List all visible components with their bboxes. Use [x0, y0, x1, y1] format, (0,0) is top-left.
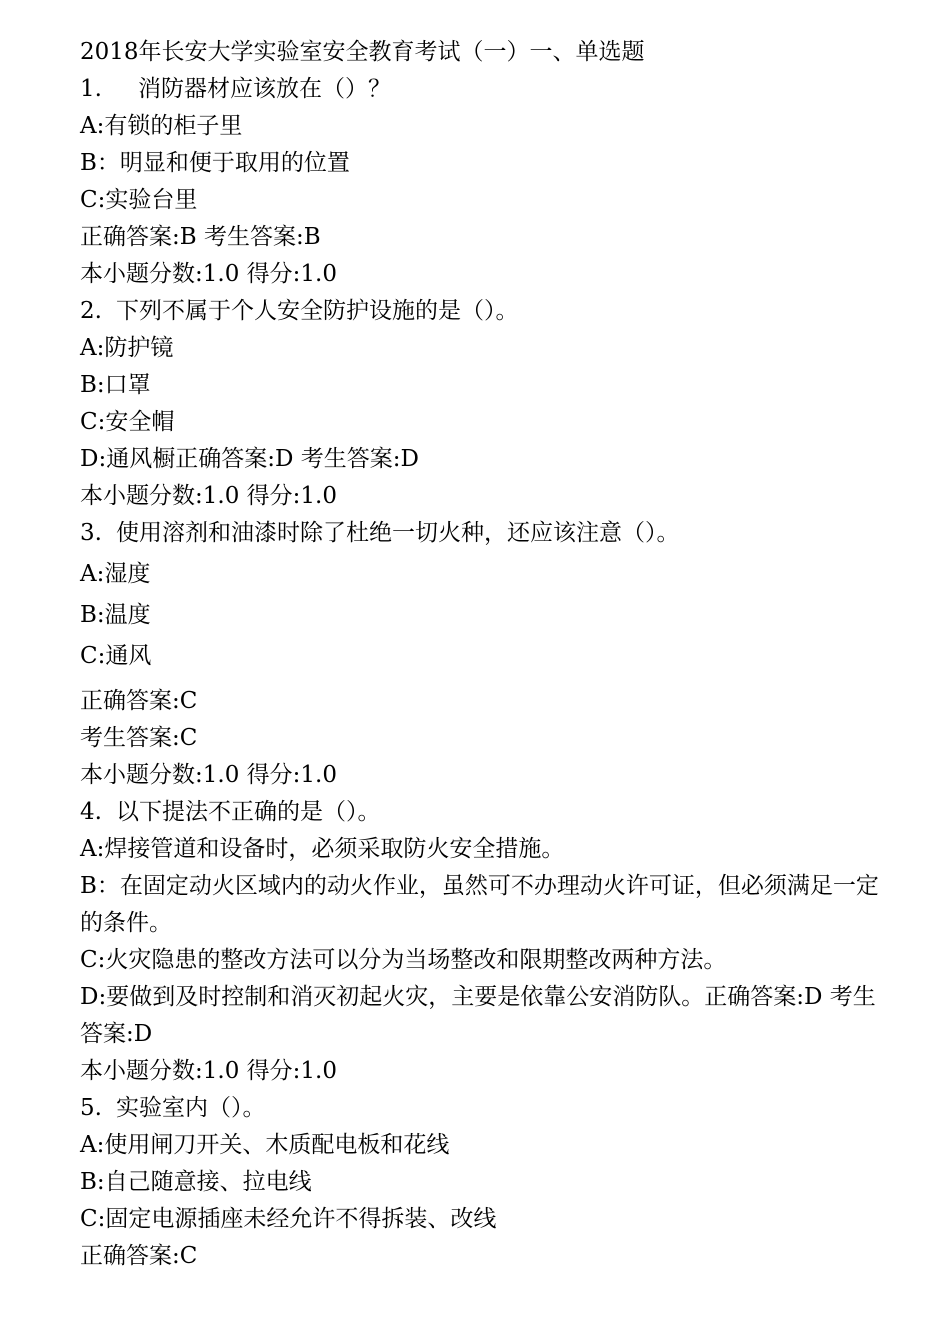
question-2-option-c: C:安全帽: [80, 409, 175, 435]
question-3-correct-answer: 正确答案:C: [80, 688, 198, 714]
question-2-option-a: A:防护镜: [80, 335, 174, 361]
question-text: 使用溶剂和油漆时除了杜绝一切火种，还应该注意（）。: [116, 520, 680, 546]
question-3-option-c: C:通风: [80, 643, 152, 669]
question-3-score: 本小题分数:1.0 得分:1.0: [80, 762, 337, 788]
question-text: 以下提法不正确的是（）。: [116, 799, 381, 825]
question-4-stem: [80, 794, 890, 831]
question-2-stem: [80, 293, 890, 330]
question-number: 4.: [80, 799, 102, 825]
question-1-stem: [80, 71, 890, 108]
question-number: 5.: [80, 1095, 102, 1121]
question-text: 下列不属于个人安全防护设施的是（）。: [116, 298, 519, 324]
question-3-option-a: A:湿度: [80, 561, 151, 587]
question-3-student-answer: 考生答案:C: [80, 725, 198, 751]
document-page: [80, 34, 890, 1275]
question-text: 实验室内（）。: [116, 1095, 266, 1121]
question-5-option-a: A:使用闸刀开关、木质配电板和花线: [80, 1132, 450, 1158]
question-1-option-a: A:有锁的柜子里: [80, 113, 243, 139]
question-3-option-b: B:温度: [80, 602, 151, 628]
question-number: 1.: [80, 76, 102, 102]
question-4-option-a: A:焊接管道和设备时，必须采取防火安全措施。: [80, 836, 565, 862]
question-number: 3.: [80, 520, 102, 546]
question-5-option-c: C:固定电源插座未经允许不得拆装、改线: [80, 1206, 497, 1232]
question-1-answer: 正确答案:B 考生答案:B: [80, 224, 321, 250]
document-title: 2018年长安大学实验室安全教育考试（一）一、单选题: [80, 39, 645, 65]
question-2-option-b: B:口罩: [80, 372, 151, 398]
question-5-stem: [80, 1090, 890, 1127]
question-number: 2.: [80, 298, 102, 324]
question-2-option-d-answer: D:通风橱正确答案:D 考生答案:D: [80, 446, 419, 472]
question-1-option-c: C:实验台里: [80, 187, 198, 213]
question-1-score: 本小题分数:1.0 得分:1.0: [80, 261, 337, 287]
question-5-correct-answer: 正确答案:C: [80, 1243, 198, 1269]
question-4-option-d-answer: D:要做到及时控制和消灭初起火灾，主要是依靠公安消防队。正确答案:D 考生答案:D: [80, 984, 876, 1047]
question-5-option-b: B:自己随意接、拉电线: [80, 1169, 312, 1195]
question-1-option-b: B：明显和便于取用的位置: [80, 150, 350, 176]
question-3-stem: [80, 515, 890, 552]
question-4-option-b: B：在固定动火区域内的动火作业，虽然可不办理动火许可证，但必须满足一定的条件。: [80, 873, 879, 936]
question-2-score: 本小题分数:1.0 得分:1.0: [80, 483, 337, 509]
question-4-score: 本小题分数:1.0 得分:1.0: [80, 1058, 337, 1084]
question-text: 消防器材应该放在（）？: [138, 76, 391, 102]
question-4-option-c: C:火灾隐患的整改方法可以分为当场整改和限期整改两种方法。: [80, 947, 727, 973]
